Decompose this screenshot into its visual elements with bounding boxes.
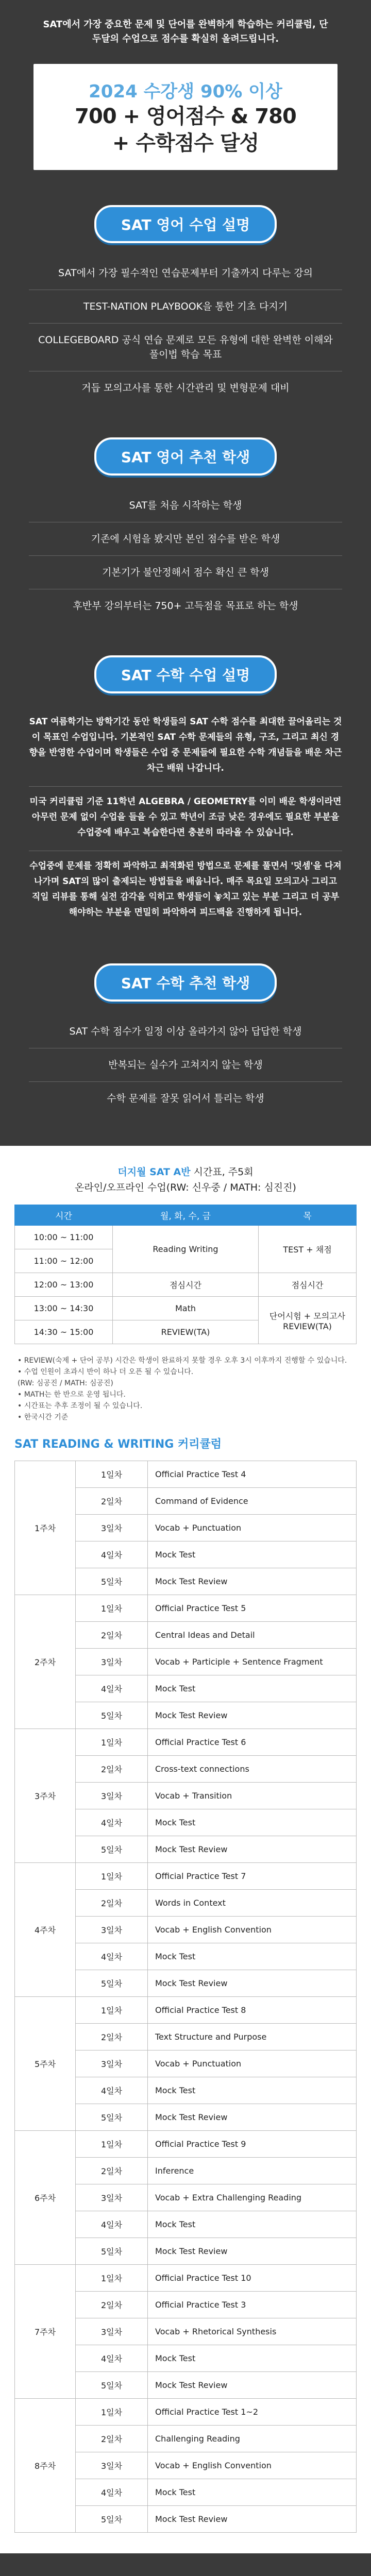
note-line: • REVIEW(숙제 + 단어 공부) 시간은 학생이 완료하지 못할 경우 오후 3시 이후까지 진행할 수 있습니다. (18, 1357, 347, 1365)
table-row (15, 2399, 357, 2426)
time-cell: 11:00 ~ 12:00 (15, 1249, 113, 1273)
note-line: • 시간표는 추후 조정이 될 수 있습니다. (18, 1402, 143, 1410)
math-rec-list (29, 1015, 342, 1115)
topic-cell: Mock Test (148, 2211, 357, 2238)
table-cell: Reading Writing (113, 1226, 259, 1273)
day-label: 4일차 (76, 1809, 148, 1836)
schedule-title-rest: 시간표, 주5회 (190, 1166, 254, 1178)
day-label: 3일차 (76, 2318, 148, 2345)
list-item: TEST-NATION PLAYBOOK을 통한 기초 다지기 (29, 290, 342, 324)
topic-cell: Cross-text connections (148, 1756, 357, 1783)
table-row (15, 2131, 357, 2158)
math-paragraph: 수업중에 문제를 정확히 파악하고 최적화된 방법으로 문제를 풀면서 '덧셈'을 다져 나가며 SAT의 많이 출제되는 방법들을 배웁니다. 매주 목요일 모의고사 그리고 직일 리뷰를 통해 실전 감각을 익히고 학생들이 놓치고 있는 부분 그리고 더 공부해야하는 부분을 면밀히 파악하여 피드백을 진행하게 됩니다. (29, 861, 342, 918)
topic-cell: Vocab + Participle + Sentence Fragment (148, 1649, 357, 1675)
day-label: 2일차 (76, 2158, 148, 2184)
note-line: (RW: 심공진 / MATH: 심공진) (18, 1379, 113, 1387)
day-label: 1일차 (76, 1461, 148, 1488)
list-item: 거듭 모의고사를 통한 시간관리 및 변형문제 대비 (81, 382, 290, 394)
list-item: SAT 수학 점수가 일정 이상 올라가지 않아 답답한 학생 (29, 1015, 342, 1048)
schedule-title (14, 1164, 357, 1195)
topic-cell: Official Practice Test 7 (148, 1863, 357, 1890)
day-label: 4일차 (76, 2077, 148, 2104)
schedule-subtitle: 온라인/오프라인 수업(RW: 신우중 / MATH: 심진진) (75, 1182, 296, 1193)
topic-cell: Mock Test Review (148, 1970, 357, 1997)
day-label: 1일차 (76, 1997, 148, 2024)
topic-cell: Mock Test Review (148, 2506, 357, 2533)
week-label: 1주차 (15, 1461, 76, 1595)
day-label: 1일차 (76, 1595, 148, 1622)
list-item: 후반부 강의부터는 750+ 고득점을 목표로 하는 학생 (73, 600, 298, 612)
topic-cell: Mock Test (148, 2077, 357, 2104)
note-line: • MATH는 한 반으로 운영 됩니다. (18, 1391, 126, 1399)
math-paragraph: 미국 커리큘럼 기준 11학년 ALGEBRA / GEOMETRY를 이미 배운 학생이라면 아무런 문제 없이 수업을 들을 수 있고 학년이 조금 낮은 경우에도 필요한 부분을 수업중에 배우고 복습한다면 충분히 따라올 수 있습니다. (29, 787, 342, 851)
topic-cell: Mock Test Review (148, 2372, 357, 2399)
day-label: 4일차 (76, 2211, 148, 2238)
day-label: 3일차 (76, 2452, 148, 2479)
day-label: 2일차 (76, 1622, 148, 1649)
day-label: 5일차 (76, 1702, 148, 1729)
curriculum-table (14, 1461, 357, 2533)
list-item: 기본기가 불안정해서 점수 확신 큰 학생 (29, 556, 342, 589)
goal-line-3: + 수학점수 달성 (112, 131, 259, 155)
curriculum-title: SAT READING & WRITING 커리큘럼 (14, 1438, 222, 1451)
list-item: COLLEGEBOARD 공식 연습 문제로 모든 유형에 대한 완벽한 이해와 풀이법 학습 목표 (29, 324, 342, 371)
day-label: 5일차 (76, 1568, 148, 1595)
topic-cell: Vocab + Rhetorical Synthesis (148, 2318, 357, 2345)
eng-rec-list (29, 489, 342, 622)
table-cell: 점심시간 (113, 1273, 259, 1297)
day-label: 3일차 (76, 1515, 148, 1541)
note-line: • 한국시간 기준 (18, 1413, 69, 1421)
day-label: 1일차 (76, 2131, 148, 2158)
topic-cell: Official Practice Test 1~2 (148, 2399, 357, 2426)
topic-cell: Text Structure and Purpose (148, 2024, 357, 2050)
day-label: 5일차 (76, 2104, 148, 2131)
topic-cell: Vocab + Punctuation (148, 2050, 357, 2077)
intro-section (0, 0, 371, 1146)
topic-cell: Mock Test (148, 1541, 357, 1568)
topic-cell: Command of Evidence (148, 1488, 357, 1515)
week-label: 3주차 (15, 1729, 76, 1863)
topic-cell: Official Practice Test 4 (148, 1461, 357, 1488)
schedule-title-highlight: 더지월 SAT A반 (117, 1166, 191, 1178)
week-label: 5주차 (15, 1997, 76, 2131)
goal-line-1: 2024 수강생 90% 이상 (89, 81, 282, 102)
topic-cell: Mock Test (148, 2479, 357, 2506)
day-label: 1일차 (76, 1729, 148, 1756)
eng-class-list (29, 257, 342, 404)
eng-class-heading: SAT 영어 수업 설명 (94, 205, 277, 243)
list-item: 수학 문제를 잘못 읽어서 틀리는 학생 (107, 1093, 264, 1104)
day-label: 2일차 (76, 2426, 148, 2452)
topic-cell: Vocab + English Convention (148, 2452, 357, 2479)
day-label: 1일차 (76, 2399, 148, 2426)
table-cell: REVIEW(TA) (113, 1320, 259, 1344)
list-item: 기존에 시험을 봤지만 본인 점수를 받은 학생 (29, 522, 342, 556)
table-row (15, 1863, 357, 1890)
topic-cell: Vocab + English Convention (148, 1917, 357, 1943)
eng-rec-heading: SAT 영어 추천 학생 (94, 437, 277, 476)
week-label: 7주차 (15, 2265, 76, 2399)
topic-cell: Mock Test Review (148, 1836, 357, 1863)
time-cell: 12:00 ~ 13:00 (15, 1273, 113, 1297)
week-label: 8주차 (15, 2399, 76, 2533)
schedule-section (0, 1146, 371, 2553)
topic-cell: Official Practice Test 9 (148, 2131, 357, 2158)
schedule-notes (18, 1355, 357, 1423)
table-cell: Math (113, 1297, 259, 1320)
topic-cell: Mock Test Review (148, 1702, 357, 1729)
intro-text: SAT에서 가장 중요한 문제 및 단어를 완벽하게 학습하는 커리큘럼, 단 두달의 수업으로 점수를 확실히 올려드립니다. (43, 19, 328, 44)
topic-cell: Official Practice Test 8 (148, 1997, 357, 2024)
topic-cell: Vocab + Extra Challenging Reading (148, 2184, 357, 2211)
day-label: 2일차 (76, 1488, 148, 1515)
table-cell: TEST + 채점 (259, 1226, 357, 1273)
list-item: 반복되는 실수가 고쳐지지 않는 학생 (29, 1048, 342, 1082)
topic-cell: Mock Test (148, 2345, 357, 2372)
day-label: 3일차 (76, 1917, 148, 1943)
goal-line-2: 700 + 영어점수 & 780 (75, 105, 296, 128)
topic-cell: Challenging Reading (148, 2426, 357, 2452)
table-cell: 점심시간 (259, 1273, 357, 1297)
day-label: 4일차 (76, 2479, 148, 2506)
topic-cell: Vocab + Transition (148, 1783, 357, 1809)
math-class-list (29, 707, 342, 930)
list-item: SAT를 처음 시작하는 학생 (29, 489, 342, 522)
topic-cell: Vocab + Punctuation (148, 1515, 357, 1541)
topic-cell: Mock Test (148, 1675, 357, 1702)
topic-cell: Official Practice Test 10 (148, 2265, 357, 2292)
week-label: 2주차 (15, 1595, 76, 1729)
topic-cell: Mock Test (148, 1943, 357, 1970)
day-label: 3일차 (76, 1649, 148, 1675)
day-label: 2일차 (76, 2024, 148, 2050)
table-row (15, 1461, 357, 1488)
day-label: 4일차 (76, 1541, 148, 1568)
table-row (15, 1997, 357, 2024)
table-row (15, 1729, 357, 1756)
day-label: 5일차 (76, 1970, 148, 1997)
topic-cell: Official Practice Test 5 (148, 1595, 357, 1622)
day-label: 5일차 (76, 1836, 148, 1863)
time-cell: 14:30 ~ 15:00 (15, 1320, 113, 1344)
day-label: 2일차 (76, 1890, 148, 1917)
topic-cell: Mock Test Review (148, 2104, 357, 2131)
goal-banner (33, 64, 338, 170)
table-cell: 단어시험 + 모의고사 REVIEW(TA) (259, 1297, 357, 1344)
list-item: SAT에서 가장 필수적인 연습문제부터 기출까지 다루는 강의 (29, 257, 342, 290)
time-cell: 13:00 ~ 14:30 (15, 1297, 113, 1320)
day-label: 4일차 (76, 1675, 148, 1702)
day-label: 2일차 (76, 2292, 148, 2318)
topic-cell: Mock Test (148, 1809, 357, 1836)
note-line: • 수업 인원이 초과시 반이 하나 더 오픈 될 수 있습니다. (18, 1368, 194, 1376)
day-label: 5일차 (76, 2238, 148, 2265)
topic-cell: Mock Test Review (148, 2238, 357, 2265)
day-label: 4일차 (76, 2345, 148, 2372)
day-label: 1일차 (76, 1863, 148, 1890)
day-label: 3일차 (76, 2050, 148, 2077)
math-class-heading: SAT 수학 수업 설명 (94, 655, 277, 693)
week-label: 6주차 (15, 2131, 76, 2265)
col-header: 시간 (15, 1205, 113, 1226)
math-paragraph: SAT 여름학기는 방학기간 동안 학생들의 SAT 수학 점수를 최대한 끌어올리는 것이 목표인 수업입니다. 기본적인 SAT 수학 문제들의 유형, 구조, 그리고 최신 경향을 반영한 수업이며 학생들은 수업 중 문제들에 필요한 수학 개념들을 배운 차근차근 배워 나갑니다. (29, 707, 342, 787)
time-cell: 10:00 ~ 11:00 (15, 1226, 113, 1249)
schedule-table (14, 1205, 357, 1344)
topic-cell: Inference (148, 2158, 357, 2184)
day-label: 2일차 (76, 1756, 148, 1783)
topic-cell: Mock Test Review (148, 1568, 357, 1595)
week-label: 4주차 (15, 1863, 76, 1997)
topic-cell: Central Ideas and Detail (148, 1622, 357, 1649)
col-header: 목 (259, 1205, 357, 1226)
day-label: 5일차 (76, 2372, 148, 2399)
topic-cell: Words in Context (148, 1890, 357, 1917)
day-label: 5일차 (76, 2506, 148, 2533)
day-label: 1일차 (76, 2265, 148, 2292)
day-label: 3일차 (76, 2184, 148, 2211)
topic-cell: Official Practice Test 6 (148, 1729, 357, 1756)
day-label: 3일차 (76, 1783, 148, 1809)
table-row (15, 2265, 357, 2292)
day-label: 4일차 (76, 1943, 148, 1970)
table-row (15, 1595, 357, 1622)
math-rec-heading: SAT 수학 추천 학생 (94, 963, 277, 1002)
topic-cell: Official Practice Test 3 (148, 2292, 357, 2318)
col-header: 월, 화, 수, 금 (113, 1205, 259, 1226)
